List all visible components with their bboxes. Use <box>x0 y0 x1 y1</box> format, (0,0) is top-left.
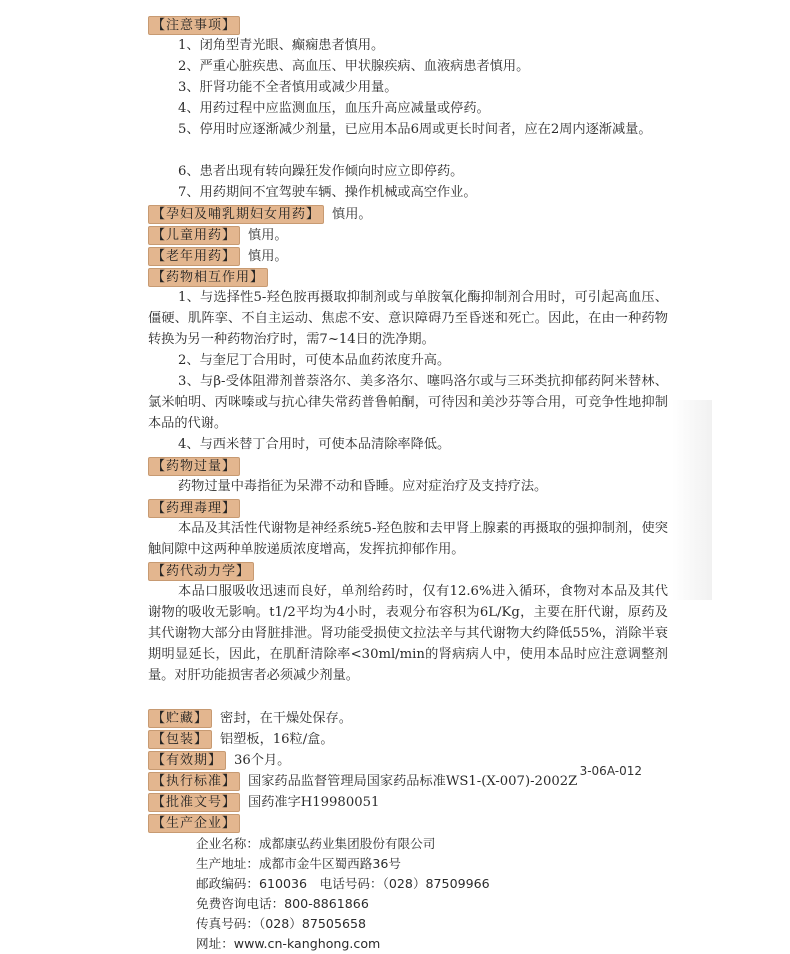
company-hotline: 免费咨询电话：800-8861866 <box>196 896 369 911</box>
pregnancy-text: 慎用。 <box>332 207 372 222</box>
validity-heading: 【有效期】 <box>148 751 226 770</box>
company-address: 生产地址：成都市金牛区蜀西路36号 <box>196 856 401 871</box>
precaution-item: 3、肝肾功能不全者慎用或减少用量。 <box>178 80 398 95</box>
packaging-heading: 【包装】 <box>148 730 212 749</box>
company-postcode-phone: 邮政编码：610036 电话号码：（028）87509966 <box>196 876 490 891</box>
elderly-heading: 【老年用药】 <box>148 247 240 266</box>
storage-heading: 【贮藏】 <box>148 709 212 728</box>
elderly-text: 慎用。 <box>248 249 288 264</box>
packaging-text: 铝塑板，16粒/盒。 <box>220 732 334 747</box>
approval-heading: 【批准文号】 <box>148 793 240 812</box>
pharmacology-text: 本品及其活性代谢物是神经系统5-羟色胺和去甲肾上腺素的再摄取的强抑制剂，使突触间隙中这两种单胺递质浓度增高，发挥抗抑郁作用。 <box>148 521 668 557</box>
company-website: 网址：www.cn-kanghong.com <box>196 936 381 951</box>
standard-heading: 【执行标准】 <box>148 772 240 791</box>
precaution-item: 4、用药过程中应监测血压，血压升高应减量或停药。 <box>178 101 490 116</box>
company-name: 企业名称：成都康弘药业集团股份有限公司 <box>196 836 436 851</box>
overdose-text: 药物过量中毒指征为呆滞不动和昏睡。应对症治疗及支持疗法。 <box>178 479 548 494</box>
children-text: 慎用。 <box>248 228 288 243</box>
pharmacokinetics-heading: 【药代动力学】 <box>148 562 254 581</box>
bleed-through-shadow <box>672 400 712 600</box>
interaction-item: 2、与奎尼丁合用时，可使本品血药浓度升高。 <box>178 353 451 368</box>
pharmacokinetics-text: 本品口服吸收迅速而良好，单剂给药时，仅有12.6%进入循环，食物对本品及其代谢物的吸收无影响。t1/2平均为4小时，表观分布容积为6L/Kg，主要在肝代谢，原药及其代谢物大部分由肾脏排泄。肾功能受损使文拉法辛与其代谢物大约降低55%，消除半衰期明显延长，因此，在肌酐清除率<30ml/min的肾病病人中，使用本品时应注意调整剂量。对肝功能损害者必须减少剂量。 <box>148 584 668 683</box>
manufacturer-info <box>148 833 668 953</box>
storage-text: 密封，在干燥处保存。 <box>220 711 352 726</box>
pregnancy-heading: 【孕妇及哺乳期妇女用药】 <box>148 205 324 224</box>
approval-text: 国药准字H19980051 <box>248 795 380 810</box>
validity-text: 36个月。 <box>234 753 291 768</box>
precaution-item: 7、用药期间不宜驾驶车辆、操作机械或高空作业。 <box>178 185 477 200</box>
interaction-item: 4、与西米替丁合用时，可使本品清除率降低。 <box>178 437 451 452</box>
children-heading: 【儿童用药】 <box>148 226 240 245</box>
precaution-item: 6、患者出现有转向躁狂发作倾向时应立即停药。 <box>178 164 464 179</box>
company-fax: 传真号码：（028）87505658 <box>196 916 366 931</box>
precaution-item: 2、严重心脏疾患、高血压、甲状腺疾病、血液病患者慎用。 <box>178 59 530 74</box>
precaution-item: 1、闭角型青光眼、癫痫患者慎用。 <box>178 38 385 53</box>
interaction-item: 3、与β-受体阻滞剂普萘洛尔、美多洛尔、噻吗洛尔或与三环类抗抑郁药阿米替林、氯米帕明、丙咪嗪或与抗心律失常药普鲁帕酮，可待因和美沙芬等合用，可竞争性地抑制本品的代谢。 <box>148 374 668 431</box>
precautions-heading: 【注意事项】 <box>148 16 240 35</box>
document-code: 3-06A-012 <box>579 764 642 778</box>
overdose-heading: 【药物过量】 <box>148 457 240 476</box>
manufacturer-heading: 【生产企业】 <box>148 814 240 833</box>
interaction-item: 1、与选择性5-羟色胺再摄取抑制剂或与单胺氧化酶抑制剂合用时，可引起高血压、僵硬、肌阵挛、不自主运动、焦虑不安、意识障碍乃至昏迷和死亡。因此，在由一种药物转换为另一种药物治疗时，需7~14日的洗净期。 <box>148 290 668 347</box>
precaution-item: 5、停用时应逐渐减少剂量，已应用本品6周或更长时间者，应在2周内逐渐减量。 <box>178 122 652 137</box>
standard-text: 国家药品监督管理局国家药品标准WS1-(X-007)-2002Z <box>248 774 578 789</box>
pharmacology-heading: 【药理毒理】 <box>148 499 240 518</box>
package-insert <box>148 14 668 953</box>
interactions-heading: 【药物相互作用】 <box>148 268 268 287</box>
